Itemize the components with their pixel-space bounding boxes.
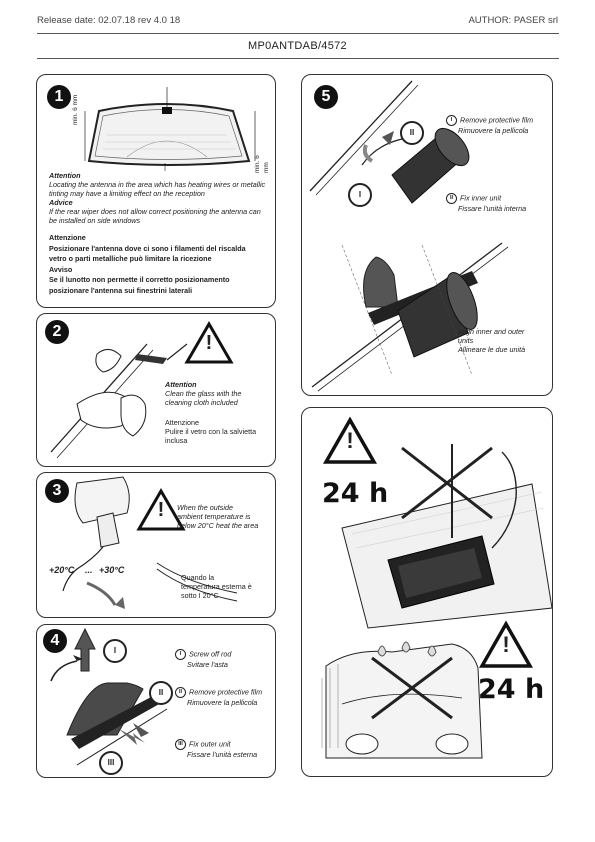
wait-24h-top: 24 h [322, 478, 389, 509]
panel-step-2 [36, 313, 276, 467]
panel-step-5 [301, 74, 553, 396]
step-number: 4 [43, 629, 67, 653]
rear-window-illustration [37, 75, 277, 175]
marker-iii-icon: III [175, 739, 186, 750]
instruction-iii: III Fix outer unit Fissare l'unità esterna [175, 739, 277, 759]
title-rule [37, 58, 559, 59]
header-rule [37, 33, 559, 34]
temperature-separator: ... [85, 565, 93, 575]
step-number: 3 [45, 479, 69, 503]
panel-step-3 [36, 472, 276, 618]
warning-exclamation: ! [502, 632, 510, 657]
temperature-high: +30°C [99, 565, 125, 575]
step-marker-iii: III [99, 751, 123, 775]
warning-exclamation: ! [346, 428, 354, 453]
panel-step-4 [36, 624, 276, 778]
step-marker-i: I [103, 639, 127, 663]
instruction-i: I Screw off rod Svitare l'asta [175, 649, 275, 669]
marker-ii-icon: II [175, 687, 186, 698]
marker-i-icon: I [175, 649, 186, 660]
marker-i-icon: I [446, 115, 457, 126]
min-distance-left: min. 6 mm [72, 94, 79, 125]
author: AUTHOR: PASER srl [468, 15, 558, 26]
document-code: MP0ANTDAB/4572 [248, 40, 347, 52]
no-touch-illustration [302, 408, 554, 778]
clean-glass-english: Attention Clean the glass with the cleaning cloth included [165, 380, 242, 407]
step-number: 1 [47, 85, 71, 109]
wait-24h-bottom: 24 h [478, 674, 545, 705]
panel-wait-24h [301, 407, 553, 777]
instruction-ii: II Fix inner unit Fissare l'unità interna [446, 193, 554, 213]
clean-glass-italian: Attenzione Pulire il vetro con la salvietta inclusa [165, 418, 257, 445]
attention-italian: Attenzione Posizionare l'antenna dove ci sono i filamenti del riscalda vetro o parti metalliche può limitare la ricezione Avviso Se il lunotto non permette il corretto posizionamento posizionare l'antenna sui finestrini laterali [49, 233, 246, 295]
step-marker-ii: II [149, 681, 173, 705]
min-distance-right: min. 6 mm [254, 155, 270, 173]
step-marker-ii: II [400, 121, 424, 145]
step-number: 5 [314, 85, 338, 109]
release-date: Release date: 02.07.18 rev 4.0 18 [37, 15, 181, 26]
instruction-i: I Remove protective film Rimuovere la pellicola [446, 115, 554, 135]
heat-area-english: When the outside ambient temperature is below 20°C heat the area [177, 503, 259, 530]
marker-ii-icon: II [446, 193, 457, 204]
attention-english: Attention Locating the antenna in the area which has heating wires or metallic tinting may have a limiting effect on the reception Advice If the rear wiper does not allow correct positioning the antenna can be installed on side windows [49, 171, 266, 225]
align-units-text: Align inner and outer units Allineare le due unità [458, 327, 526, 354]
step-marker-i: I [348, 183, 372, 207]
heat-area-italian: Quando la temperatura esterna è sotto I 20°C [181, 573, 252, 600]
warning-exclamation: ! [157, 499, 165, 521]
panel-step-1 [36, 74, 276, 308]
step-number: 2 [45, 320, 69, 344]
instruction-ii: II Remove protective film Rimuovere la pellicola [175, 687, 277, 707]
warning-exclamation: ! [205, 332, 213, 354]
temperature-low: +20°C [49, 565, 75, 575]
